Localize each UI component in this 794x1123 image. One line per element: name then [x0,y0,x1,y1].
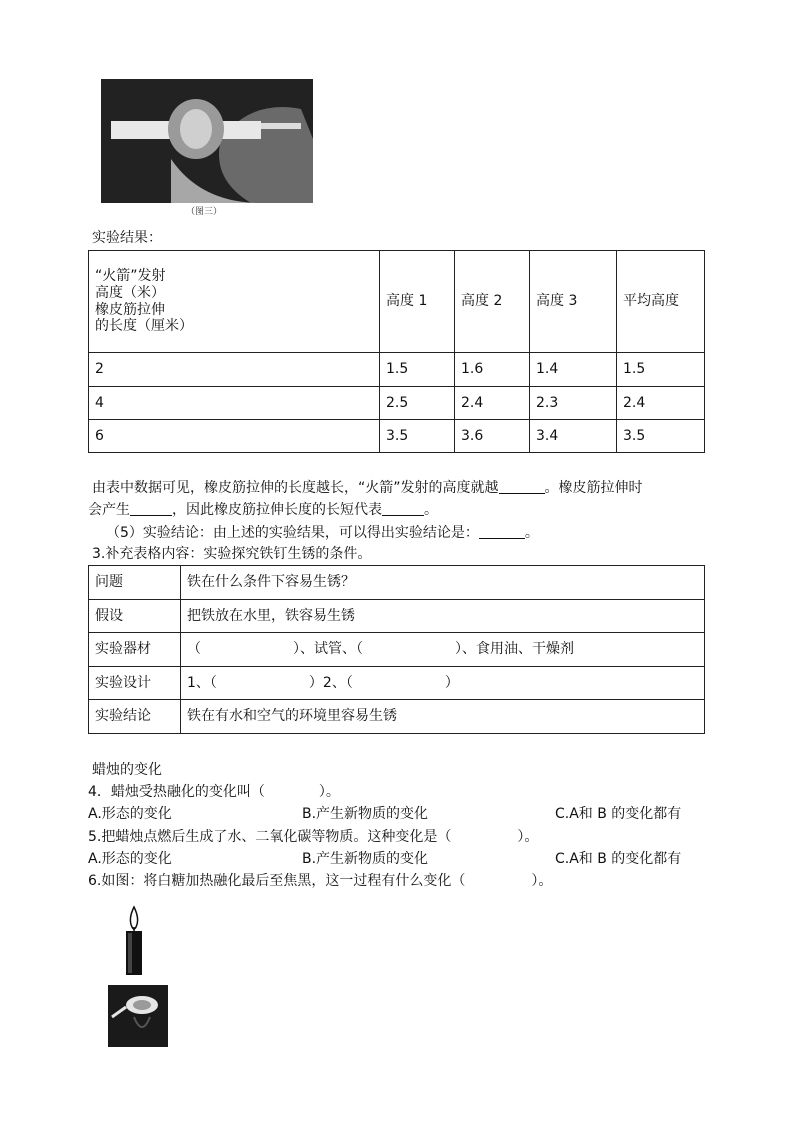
table-cell: 2 [89,353,380,387]
table-cell: 4 [89,387,380,420]
table-cell: 2.5 [380,387,455,420]
question-text: ）。 [531,873,553,889]
row-text: （ [187,641,201,658]
question-text: 4．蜡烛受热融化的变化叫（ [88,784,265,800]
analysis-text: ，因此橡皮筋拉伸长度的长短代表 [172,502,382,518]
analysis-line-2 [88,501,438,519]
table-cell: 3.5 [380,420,455,453]
header-line: “火箭”发射 [95,267,166,284]
row-text: ）、试管、（ [293,641,363,658]
rust-experiment-table [88,565,705,734]
q4-option-a[interactable]: A.形态的变化 [88,806,172,822]
table-header-cell [89,251,380,353]
row-label: 实验器材 [89,633,181,667]
answer-blank[interactable] [499,479,545,494]
q5-stem [88,829,538,846]
question-text: ）。 [318,784,340,800]
table-cell: 6 [89,420,380,453]
table-row [89,600,705,633]
table-cell: 2.4 [455,387,530,420]
table-row [89,387,705,420]
table-cell: 2.4 [617,387,705,420]
row-label: 问题 [89,566,181,600]
answer-blank[interactable] [130,501,172,516]
table-row [89,353,705,387]
photo-caption: （图三） [186,207,223,217]
analysis-text: 由表中数据可见，橡皮筋拉伸的长度越长，“火箭”发射的高度就越 [92,480,499,496]
question-text: 6.如图：将白糖加热融化最后至焦黑，这一过程有什么变化（ [88,873,466,889]
q3-title: 3.补充表格内容：实验探究铁钉生锈的条件。 [92,546,372,562]
table-cell: 3.4 [530,420,617,453]
rocket-experiment-photo [101,79,313,203]
answer-blank[interactable] [382,501,424,516]
candle-heating-illustration [106,905,172,1050]
table-row [89,420,705,453]
column-header: 平均高度 [617,251,705,353]
table-row [89,667,705,700]
row-label: 实验设计 [89,667,181,700]
row-content [181,667,705,700]
row-content: 铁在有水和空气的环境里容易生锈 [181,700,705,734]
table-cell: 3.5 [617,420,705,453]
flame-icon [130,907,137,929]
header-line: 的长度（厘米） [95,318,193,335]
analysis-text: 会产生 [88,502,130,518]
table-cell: 1.5 [617,353,705,387]
table-cell: 1.6 [455,353,530,387]
row-text: ）、食用油、干燥剂 [455,641,574,658]
table-row [89,700,705,734]
table-row [89,633,705,667]
row-content: 铁在什么条件下容易生锈？ [181,566,705,600]
question-text: ）。 [517,829,539,845]
column-header: 高度 1 [380,251,455,353]
row-content: 把铁放在水里，铁容易生锈 [181,600,705,633]
column-header: 高度 3 [530,251,617,353]
conclusion-line [106,524,539,542]
q5-option-b[interactable]: B.产生新物质的变化 [302,851,429,867]
row-label: 假设 [89,600,181,633]
row-text: 1、（ [187,674,217,691]
section-title: 蜡烛的变化 [92,762,162,778]
row-text: ）2、（ [308,674,353,691]
conclusion-text: 。 [524,525,539,541]
table-cell: 1.5 [380,353,455,387]
q4-stem [88,784,340,801]
conclusion-text: （5）实验结论：由上述的实验结果，可以得出实验结论是： [106,525,479,541]
answer-blank[interactable] [479,524,525,539]
header-line: 高度（米） [95,284,165,301]
table-row [89,566,705,600]
table-cell: 1.4 [530,353,617,387]
header-line: 橡皮筋拉伸 [95,301,165,318]
row-label: 实验结论 [89,700,181,734]
results-label: 实验结果： [92,230,162,246]
column-header: 高度 2 [455,251,530,353]
analysis-line-1 [92,479,643,497]
q4-option-b[interactable]: B.产生新物质的变化 [302,806,429,822]
table-cell: 2.3 [530,387,617,420]
table-cell: 3.6 [455,420,530,453]
q4-option-c[interactable]: C.A和 B 的变化都有 [555,806,682,822]
row-text: ） [444,674,459,691]
results-table [88,250,705,453]
question-text: 5.把蜡烛点燃后生成了水、二氧化碳等物质。这种变化是（ [88,829,452,845]
analysis-text: 。橡皮筋拉伸时 [544,480,643,496]
row-content [181,633,705,667]
q5-option-a[interactable]: A.形态的变化 [88,851,172,867]
q5-option-c[interactable]: C.A和 B 的变化都有 [555,851,682,867]
q6-stem [88,873,552,890]
analysis-text: 。 [424,502,438,518]
